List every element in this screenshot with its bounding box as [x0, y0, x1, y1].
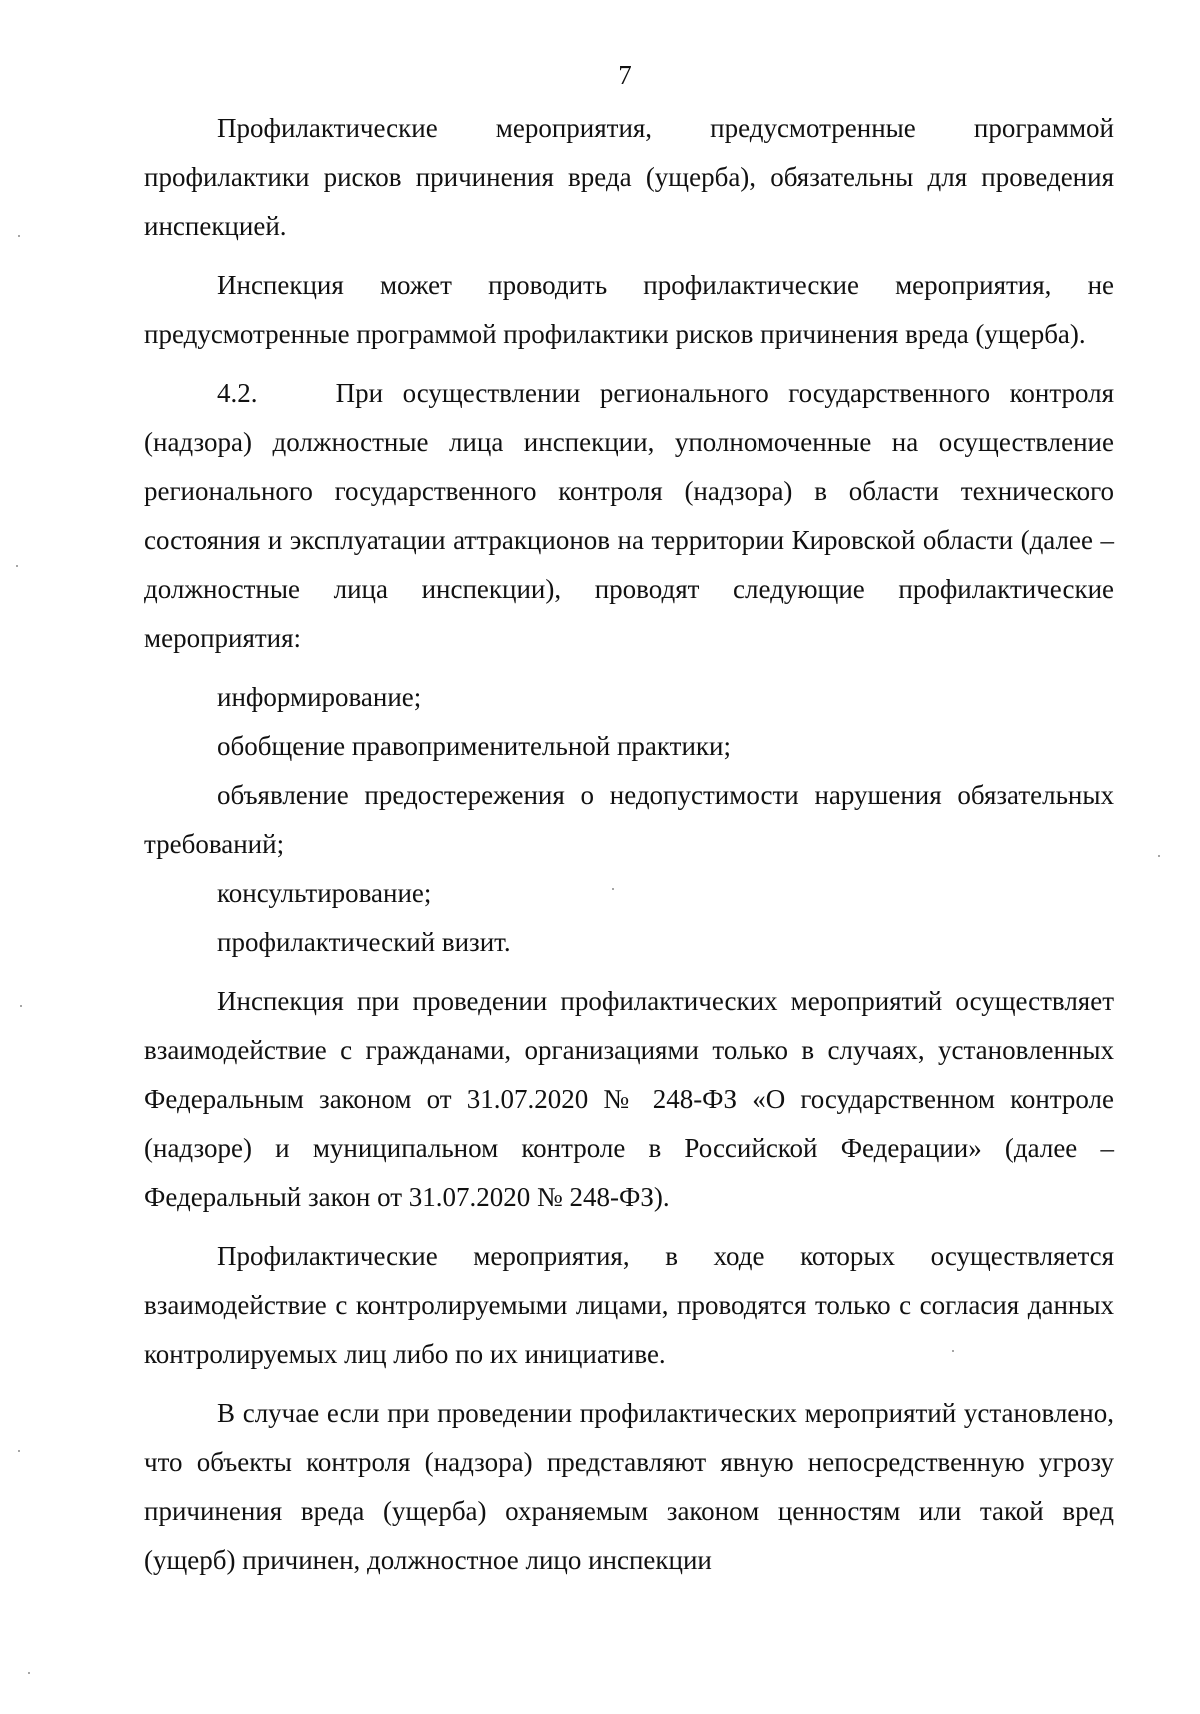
scan-speck	[1158, 855, 1160, 857]
page-number: 7	[618, 60, 632, 90]
paragraph-interaction: Инспекция при проведении профилактических мероприятий осуществляет взаимодействие с гражданами, организациями только в случаях, установленных Федеральным законом от 31.07.2020 № 248-ФЗ «О государственном контроле (надзоре) и муниципальном контроле в Российской Федерации» (далее – Федеральный закон от 31.07.2020 № 248-ФЗ).	[144, 986, 1114, 1212]
list-item-generalization: обобщение правоприменительной практики;	[217, 731, 731, 761]
scan-speck	[952, 1350, 954, 1352]
scan-speck	[20, 1005, 22, 1007]
list-item-warning: объявление предостережения о недопустимости нарушения обязательных требований;	[144, 780, 1114, 859]
paragraph-section-4-2: 4.2. При осуществлении регионального государственного контроля (надзора) должностные лица инспекции, уполномоченные на осуществление регионального государственного контроля (надзора) в области технического состояния и эксплуатации аттракционов на территории Кировской области (далее – должностные лица инспекции), проводят следующие профилактические мероприятия:	[144, 378, 1114, 653]
scan-speck	[18, 1450, 20, 1452]
list-item-preventive-visit: профилактический визит.	[217, 927, 511, 957]
paragraph-threat-case: В случае если при проведении профилактических мероприятий установлено, что объекты контроля (надзора) представляют явную непосредственную угрозу причинения вреда (ущерба) охраняемым законом ценностям или такой вред (ущерб) причинен, должностное лицо инспекции	[144, 1398, 1114, 1575]
list-item-informing: информирование;	[217, 682, 422, 712]
scan-speck	[16, 565, 18, 567]
paragraph-consent: Профилактические мероприятия, в ходе которых осуществляется взаимодействие с контролируемыми лицами, проводятся только с согласия данных контролируемых лиц либо по их инициативе.	[144, 1241, 1114, 1369]
paragraph-mandatory-measures: Профилактические мероприятия, предусмотренные программой профилактики рисков причинения вреда (ущерба), обязательны для проведения инспекцией.	[144, 113, 1114, 241]
document-body	[144, 104, 1114, 1585]
list-item-consulting: консультирование;	[217, 878, 432, 908]
scan-speck	[18, 235, 20, 237]
scan-speck	[28, 1672, 30, 1674]
scan-speck	[612, 888, 614, 890]
paragraph-optional-measures: Инспекция может проводить профилактические мероприятия, не предусмотренные программой профилактики рисков причинения вреда (ущерба).	[144, 270, 1114, 349]
